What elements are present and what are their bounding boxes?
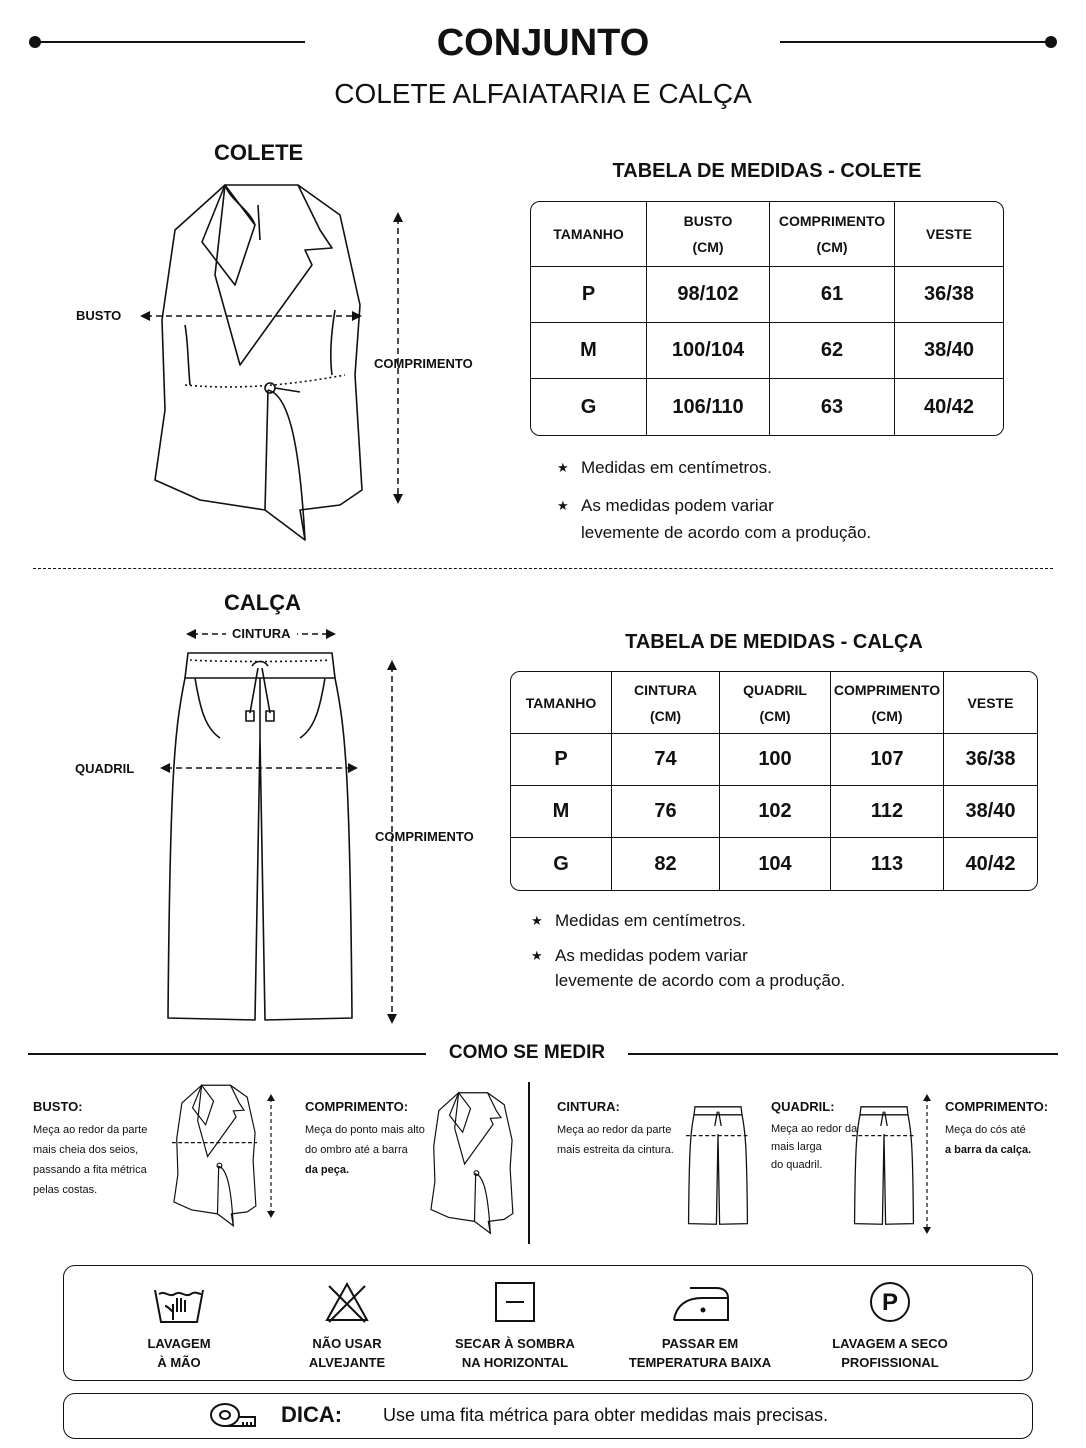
- star-icon: ★: [557, 460, 569, 475]
- colete-note-2b: levemente de acordo com a produção.: [581, 523, 872, 542]
- calca-note-2a: As medidas podem variar: [555, 946, 748, 965]
- colete-col-veste: VESTE: [926, 226, 972, 242]
- howto-cintura-text: Meça ao redor da parte mais estreita da cintura.: [557, 1124, 674, 1156]
- colete-comprimento-label: COMPRIMENTO: [374, 356, 473, 371]
- calca-col-quadril: QUADRIL: [743, 681, 807, 698]
- calca-comprimento-label: COMPRIMENTO: [375, 829, 474, 844]
- svg-text:P: P: [881, 1289, 899, 1316]
- dry-clean-p-icon: [869, 1281, 911, 1323]
- care-label-hand-wash: LAVAGEM À MÃO: [147, 1336, 211, 1370]
- table-row: P 98/102 61 36/38: [531, 267, 1003, 323]
- howto-rule-left: [28, 1053, 426, 1055]
- table-row: G 106/110 63 40/42: [531, 379, 1003, 435]
- care-label-dry-flat: SECAR À SOMBRA NA HORIZONTAL: [455, 1336, 575, 1370]
- table-row: G 82 104 113 40/42: [511, 838, 1037, 890]
- howto-quadril-text: Meça ao redor da mais larga do quadril.: [771, 1123, 858, 1171]
- colete-busto-label: BUSTO: [76, 308, 122, 323]
- calca-section-title: CALÇA: [224, 590, 301, 615]
- colete-col-busto: BUSTO: [683, 213, 733, 229]
- table-row: M 76 102 112 38/40: [511, 786, 1037, 838]
- calca-table-title: TABELA DE MEDIDAS - CALÇA: [625, 631, 923, 653]
- care-label-no-bleach: NÃO USAR ALVEJANTE: [308, 1336, 386, 1370]
- calca-col-veste: VESTE: [967, 694, 1014, 711]
- calca-cintura-label: CINTURA: [226, 626, 297, 641]
- star-icon: ★: [531, 948, 543, 963]
- howto-cintura-title: CINTURA:: [557, 1099, 620, 1114]
- howto-comprimento-calca-text: Meça do cós até a barra da calça.: [945, 1124, 1032, 1156]
- colete-note-2a: As medidas podem variar: [581, 496, 774, 515]
- howto-pants-icon-1: [686, 1092, 750, 1240]
- hand-wash-icon: [153, 1282, 205, 1324]
- calca-col-cintura: CINTURA: [634, 681, 697, 698]
- tip-text: Use uma fita métrica para obter medidas mais precisas.: [383, 1405, 829, 1425]
- table-row: M 100/104 62 38/40: [531, 323, 1003, 379]
- iron-low-icon: [670, 1284, 732, 1324]
- colete-note-1: Medidas em centímetros.: [581, 458, 772, 477]
- no-bleach-icon: [324, 1281, 370, 1323]
- section-divider: [33, 568, 1053, 569]
- howto-comprimento-arrow-2: [922, 1094, 932, 1234]
- howto-pants-icon-2: [852, 1092, 916, 1240]
- howto-rule-right: [628, 1053, 1058, 1055]
- colete-section-title: COLETE: [214, 140, 304, 165]
- howto-vest-icon-2: [425, 1082, 520, 1242]
- calca-note-1: Medidas em centímetros.: [555, 911, 746, 930]
- pants-illustration: [160, 648, 360, 1028]
- calca-note-2b: levemente de acordo com a produção.: [555, 971, 846, 990]
- vest-busto-arrow: [140, 308, 362, 324]
- howto-comprimento-arrow-1: [266, 1094, 276, 1218]
- table-row: P 74 100 107 36/38: [511, 734, 1037, 786]
- star-icon: ★: [557, 498, 569, 513]
- dry-flat-shade-icon: [494, 1281, 536, 1323]
- howto-comprimento-colete-text: Meça do ponto mais alto do ombro até a barra da peça.: [305, 1124, 425, 1176]
- colete-col-comprimento: COMPRIMENTO: [778, 213, 886, 229]
- calca-quadril-label: QUADRIL: [75, 761, 135, 776]
- howto-busto-text: Meça ao redor da parte mais cheia dos seios, passando a fita métrica pelas costas.: [33, 1124, 148, 1196]
- quadril-arrow: [160, 760, 358, 776]
- vest-illustration: [140, 180, 380, 540]
- howto-vertical-divider: [528, 1082, 530, 1244]
- care-label-dry-clean: LAVAGEM A SECO PROFISSIONAL: [832, 1336, 948, 1370]
- howto-busto-title: BUSTO:: [33, 1099, 83, 1114]
- howto-comprimento-colete-title: COMPRIMENTO:: [305, 1099, 409, 1114]
- howto-comprimento-calca-title: COMPRIMENTO:: [945, 1099, 1049, 1114]
- calca-size-table: TAMANHO CINTURA (CM) QUADRIL (CM) COMPRIMENTO (CM) VESTE P 74 100 107 36/38 M 76 102 112 38/40 G 82 104 113 40/42: [510, 671, 1038, 891]
- calca-col-comprimento: COMPRIMENTO: [833, 681, 941, 698]
- colete-table-title: TABELA DE MEDIDAS - COLETE: [612, 160, 922, 182]
- page-title: CONJUNTO: [436, 22, 650, 64]
- colete-col-tamanho: TAMANHO: [553, 226, 624, 242]
- colete-size-table: TAMANHO BUSTO (CM) COMPRIMENTO (CM) VESTE P 98/102 61 36/38 M 100/104 62 38/40 G 106/110 63 40/42: [530, 201, 1004, 436]
- howto-title: COMO SE MEDIR: [448, 1042, 606, 1063]
- tip-label: DICA:: [281, 1402, 343, 1427]
- star-icon: ★: [531, 913, 543, 928]
- measuring-tape-icon: [209, 1401, 259, 1429]
- care-label-iron: PASSAR EM TEMPERATURA BAIXA: [628, 1336, 772, 1370]
- howto-vest-icon: [168, 1082, 263, 1227]
- page-subtitle: COLETE ALFAIATARIA E CALÇA: [334, 78, 752, 109]
- howto-quadril-title: QUADRIL:: [771, 1099, 835, 1114]
- calca-col-tamanho: TAMANHO: [525, 694, 597, 711]
